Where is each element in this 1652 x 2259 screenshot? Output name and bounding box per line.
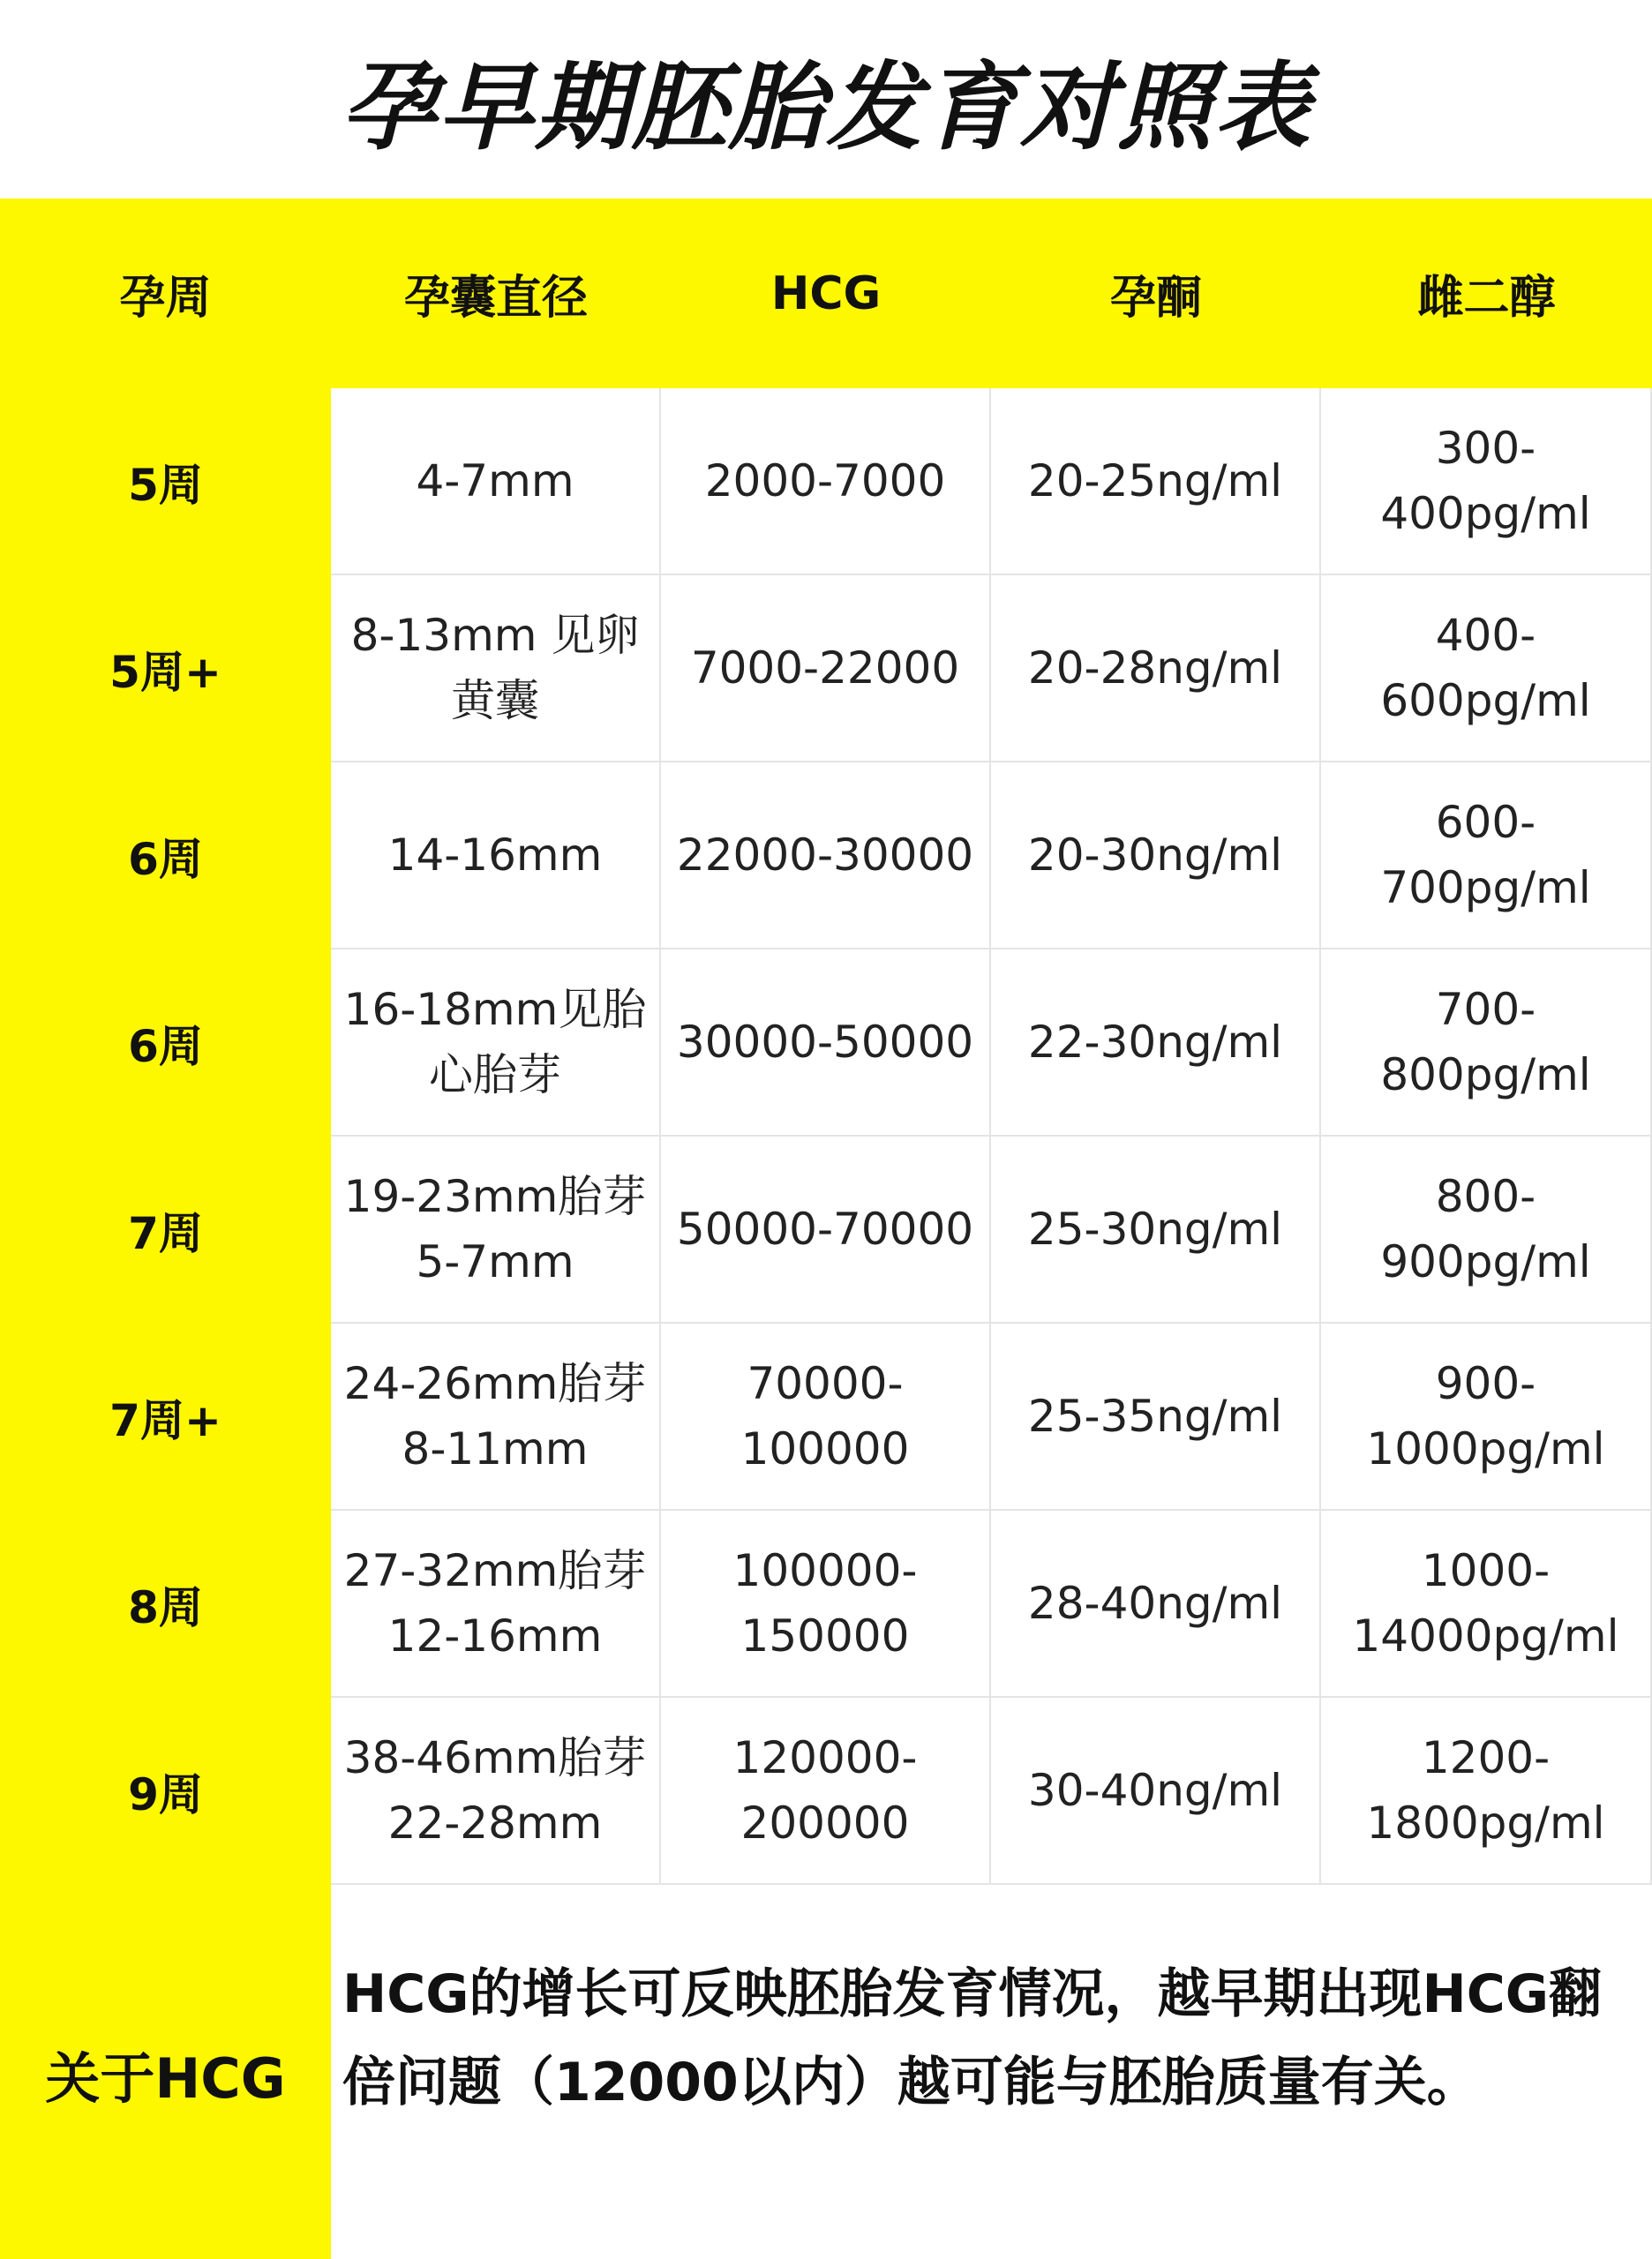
cell-estradiol: 900- 1000pg/ml bbox=[1321, 1324, 1652, 1511]
header-week: 孕周 bbox=[119, 272, 212, 325]
cell-hcg: 70000-100000 bbox=[661, 1324, 991, 1511]
about-hcg-label: 关于HCG bbox=[45, 2045, 286, 2111]
cell-hcg: 7000-22000 bbox=[661, 575, 991, 762]
cell-estradiol: 1200- 1800pg/ml bbox=[1321, 1698, 1652, 1885]
cell-progesterone: 20-28ng/ml bbox=[991, 575, 1321, 762]
header-hcg: HCG bbox=[770, 266, 882, 320]
cell-hcg: 120000- 200000 bbox=[661, 1698, 991, 1885]
cell-progesterone: 30-40ng/ml bbox=[991, 1698, 1321, 1885]
cell-hcg: 50000-70000 bbox=[661, 1137, 991, 1324]
row-week-label: 9周 bbox=[128, 1769, 203, 1820]
cell-progesterone: 20-25ng/ml bbox=[991, 388, 1321, 575]
table-header bbox=[0, 199, 1652, 388]
cell-hcg: 2000-7000 bbox=[661, 388, 991, 575]
row-week-label: 5周 bbox=[128, 460, 203, 511]
cell-estradiol: 600-700pg/ml bbox=[1321, 762, 1652, 949]
cell-sac-diameter: 4-7mm bbox=[331, 388, 661, 575]
cell-progesterone: 22-30ng/ml bbox=[991, 949, 1321, 1137]
cell-progesterone: 28-40ng/ml bbox=[991, 1511, 1321, 1698]
cell-progesterone: 20-30ng/ml bbox=[991, 762, 1321, 949]
row-week-label: 6周 bbox=[128, 834, 203, 885]
cell-estradiol: 300-400pg/ml bbox=[1321, 388, 1652, 575]
row-week-label: 6周 bbox=[128, 1021, 203, 1072]
cell-progesterone: 25-30ng/ml bbox=[991, 1137, 1321, 1324]
cell-sac-diameter: 8-13mm 见卵 黄囊 bbox=[331, 575, 661, 762]
row-week-label: 5周+ bbox=[109, 647, 222, 698]
row-week-label: 8周 bbox=[128, 1582, 203, 1633]
cell-estradiol: 1000- 14000pg/ml bbox=[1321, 1511, 1652, 1698]
cell-sac-diameter: 24-26mm胎芽 8-11mm bbox=[331, 1324, 661, 1511]
row-week-label: 7周 bbox=[128, 1208, 203, 1259]
cell-sac-diameter: 14-16mm bbox=[331, 762, 661, 949]
cell-progesterone: 25-35ng/ml bbox=[991, 1324, 1321, 1511]
cell-hcg: 100000- 150000 bbox=[661, 1511, 991, 1698]
header-sac-diameter: 孕囊直径 bbox=[403, 272, 588, 325]
about-hcg-text: HCG的增长可反映胚胎发育情况，越早期出现HCG翻倍问题（12000以内）越可能与胚胎质量有关。 bbox=[342, 1963, 1602, 2113]
cell-sac-diameter: 27-32mm胎芽 12-16mm bbox=[331, 1511, 661, 1698]
cell-sac-diameter: 16-18mm见胎 心胎芽 bbox=[331, 949, 661, 1137]
header-estradiol: 雌二醇 bbox=[1417, 272, 1556, 325]
cell-hcg: 22000-30000 bbox=[661, 762, 991, 949]
cell-sac-diameter: 38-46mm胎芽 22-28mm bbox=[331, 1698, 661, 1885]
header-progesterone: 孕酮 bbox=[1109, 272, 1202, 325]
cell-hcg: 30000-50000 bbox=[661, 949, 991, 1137]
cell-estradiol: 800-900pg/ml bbox=[1321, 1137, 1652, 1324]
page-title: 孕早期胚胎发育对照表 bbox=[340, 53, 1311, 163]
cell-estradiol: 400-600pg/ml bbox=[1321, 575, 1652, 762]
cell-estradiol: 700-800pg/ml bbox=[1321, 949, 1652, 1137]
cell-sac-diameter: 19-23mm胎芽 5-7mm bbox=[331, 1137, 661, 1324]
row-week-label: 7周+ bbox=[109, 1395, 222, 1446]
